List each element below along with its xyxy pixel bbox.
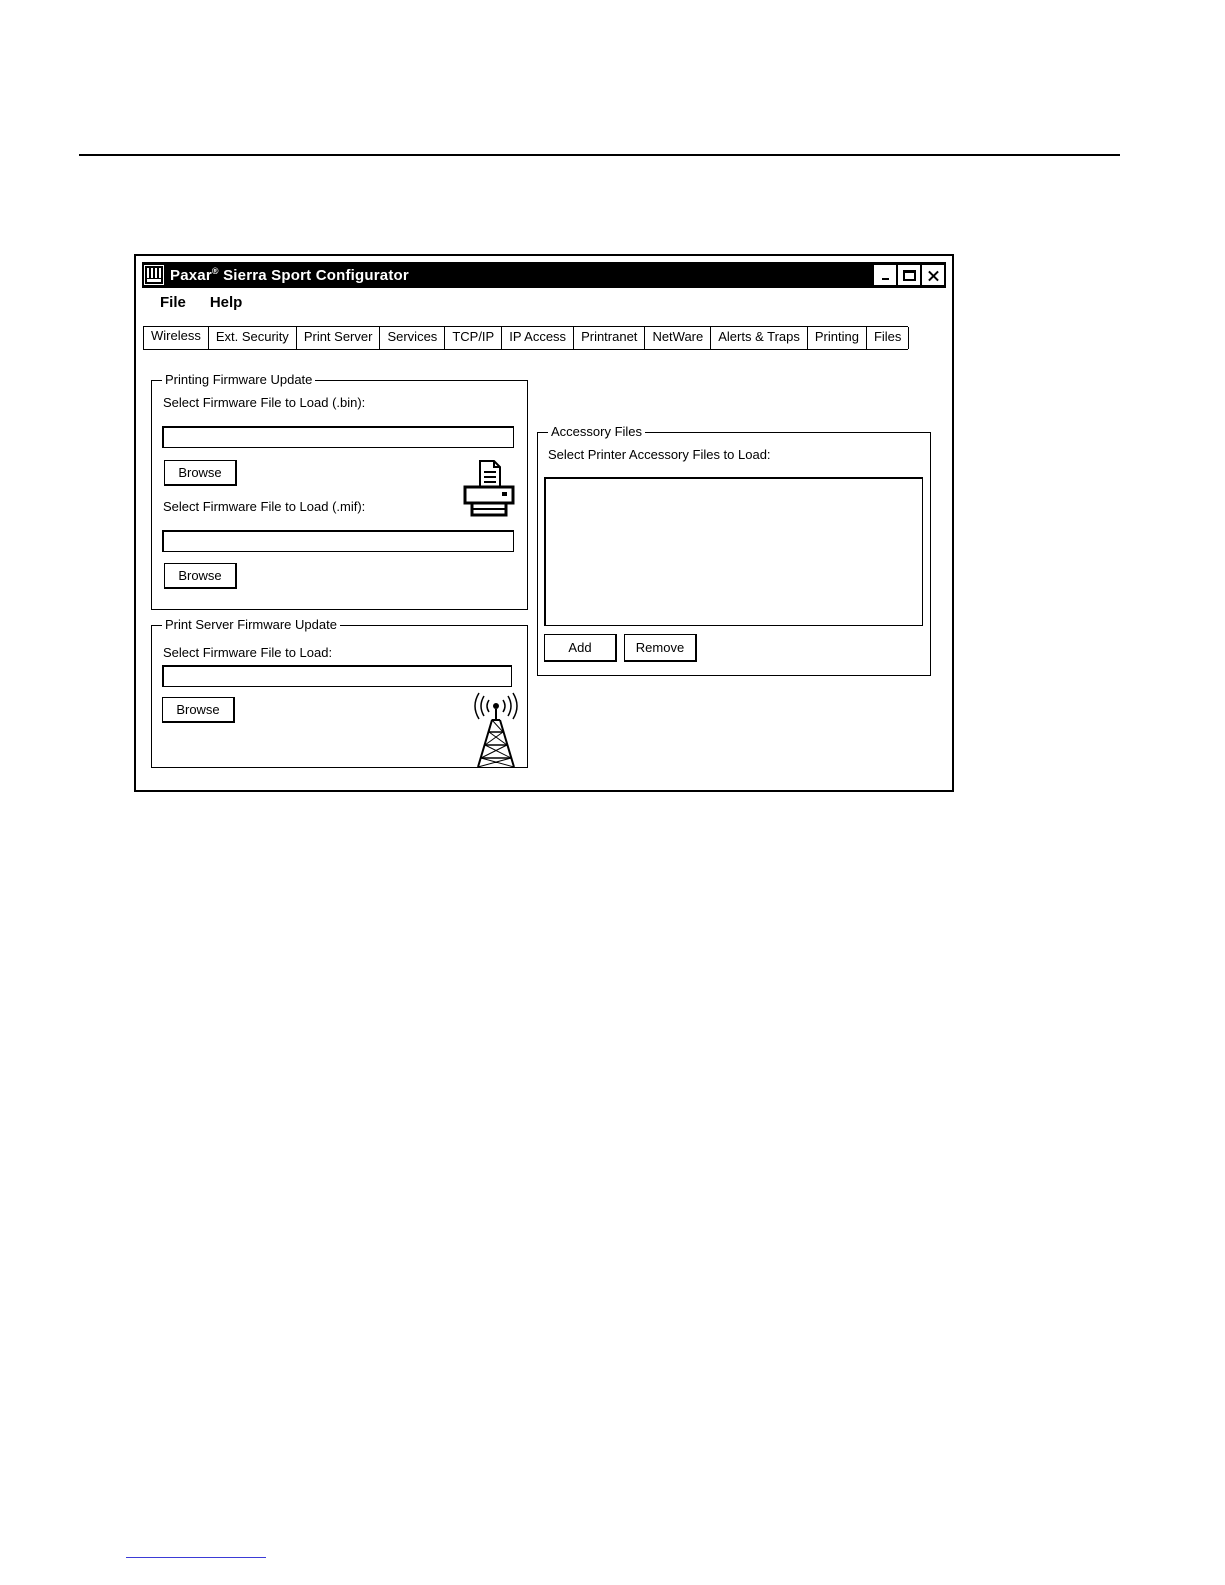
printing-firmware-group [151,372,528,610]
window-title: Paxar® Sierra Sport Configurator [170,266,409,284]
remove-button[interactable]: Remove [624,634,697,662]
minimize-icon[interactable] [874,265,896,285]
tab-files[interactable]: Files [866,327,909,349]
close-icon[interactable] [922,265,944,285]
antenna-tower-icon [474,692,518,768]
page-header-rule [79,154,1120,156]
accessory-list-label: Select Printer Accessory Files to Load: [548,447,771,462]
server-file-label: Select Firmware File to Load: [163,645,333,660]
printer-icon [462,457,516,521]
tab-ext-security[interactable]: Ext. Security [208,327,297,349]
tab-wireless[interactable]: Wireless [143,327,209,349]
add-button[interactable]: Add [544,634,617,662]
tab-strip [143,326,908,350]
maximize-icon[interactable] [898,265,920,285]
accessory-files-title: Accessory Files [548,424,645,440]
bin-file-label: Select Firmware File to Load (.bin): [163,395,366,410]
configurator-window [134,254,954,792]
tab-print-server[interactable]: Print Server [296,327,381,349]
server-file-input[interactable] [162,665,512,687]
tab-tcp-ip[interactable]: TCP/IP [444,327,502,349]
tab-netware[interactable]: NetWare [644,327,711,349]
print-server-firmware-title: Print Server Firmware Update [162,617,340,633]
tab-printranet[interactable]: Printranet [573,327,645,349]
menu-file[interactable]: File [160,294,186,311]
mif-file-label: Select Firmware File to Load (.mif): [163,499,366,514]
barcode-printer-icon [144,265,164,285]
print-server-firmware-group [151,617,528,768]
accessory-files-list[interactable] [544,477,923,626]
mif-browse-button[interactable]: Browse [164,563,237,589]
menu-help[interactable]: Help [209,294,243,311]
tab-printing[interactable]: Printing [807,327,867,349]
mif-file-input[interactable] [162,530,514,552]
bin-file-input[interactable] [162,426,514,448]
tab-services[interactable]: Services [379,327,445,349]
menu-bar [160,294,242,311]
tab-alerts-traps[interactable]: Alerts & Traps [710,327,808,349]
bin-browse-button[interactable]: Browse [164,460,237,486]
title-bar[interactable] [142,262,946,288]
server-browse-button[interactable]: Browse [162,697,235,723]
tab-ip-access[interactable]: IP Access [501,327,574,349]
accessory-files-group [537,424,931,676]
printing-firmware-title: Printing Firmware Update [162,372,315,388]
footer-link-underline [126,1557,266,1558]
